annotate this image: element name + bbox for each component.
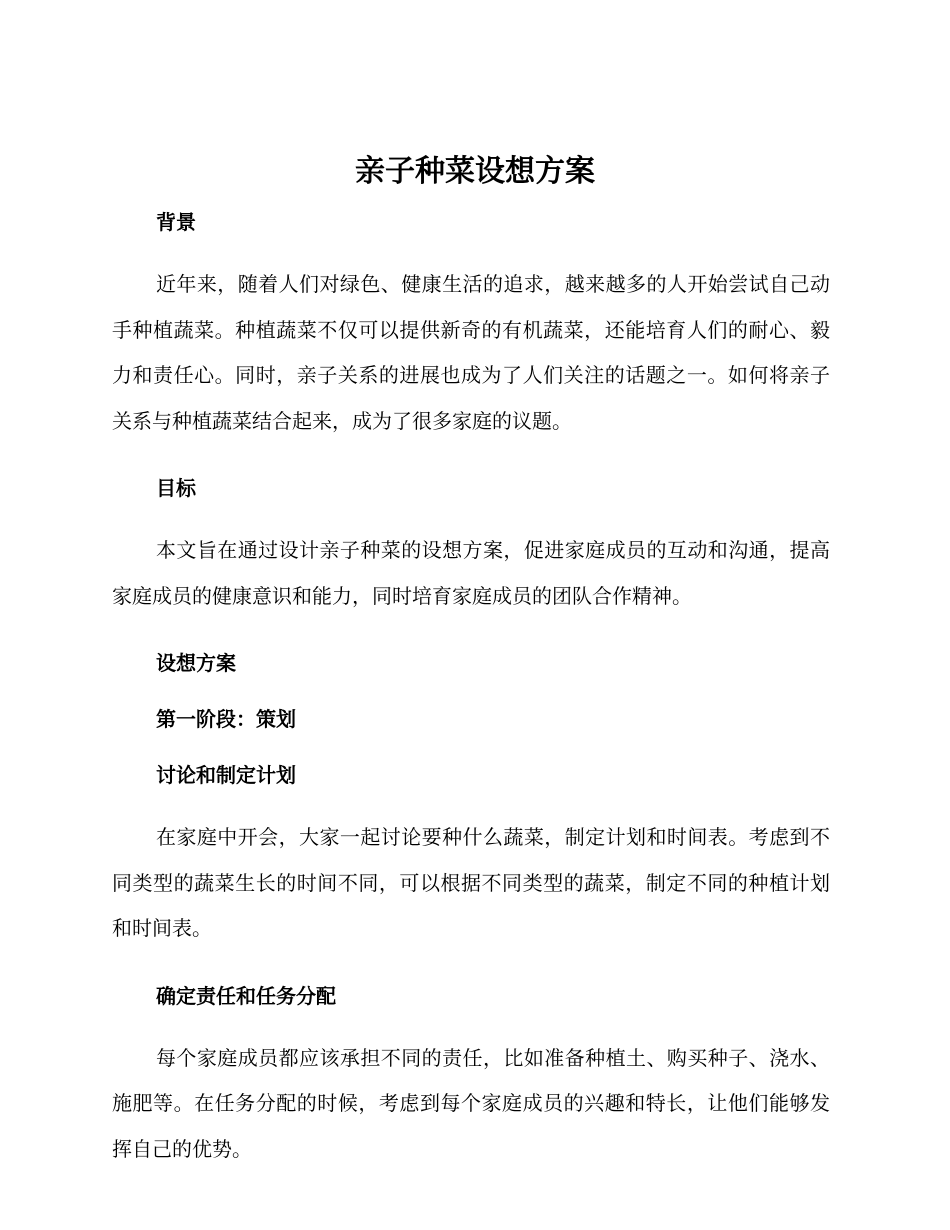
section-heading-responsibility: 确定责任和任务分配 <box>156 983 336 1008</box>
section-heading-discuss-plan: 讨论和制定计划 <box>156 763 296 787</box>
section-heading-background: 背景 <box>156 210 196 234</box>
document-body <box>112 200 830 1172</box>
paragraph-background: 近年来，随着人们对绿色、健康生活的追求，越来越多的人开始尝试自己动手种植蔬菜。种植蔬菜不仅可以提供新奇的有机蔬菜，还能培育人们的耐心、毅力和责任心。同时，亲子关系的进展也成为了人们关注的话题之一。如何将亲子关系与种植蔬菜结合起来，成为了很多家庭的议题。 <box>112 272 830 433</box>
paragraph-discuss-plan: 在家庭中开会，大家一起讨论要种什么蔬菜，制定计划和时间表。考虑到不同类型的蔬菜生长的时间不同，可以根据不同类型的蔬菜，制定不同的种植计划和时间表。 <box>112 825 830 940</box>
section-heading-goal: 目标 <box>156 476 196 500</box>
paragraph-responsibility: 每个家庭成员都应该承担不同的责任，比如准备种植土、购买种子、浇水、施肥等。在任务分配的时候，考虑到每个家庭成员的兴趣和特长，让他们能够发挥自己的优势。 <box>112 1045 830 1161</box>
document-title: 亲子种菜设想方案 <box>355 154 595 189</box>
paragraph-goal: 本文旨在通过设计亲子种菜的设想方案，促进家庭成员的互动和沟通，提高家庭成员的健康意识和能力，同时培育家庭成员的团队合作精神。 <box>112 538 830 608</box>
section-heading-phase-one: 第一阶段：策划 <box>156 707 296 731</box>
section-heading-plan: 设想方案 <box>156 651 236 675</box>
